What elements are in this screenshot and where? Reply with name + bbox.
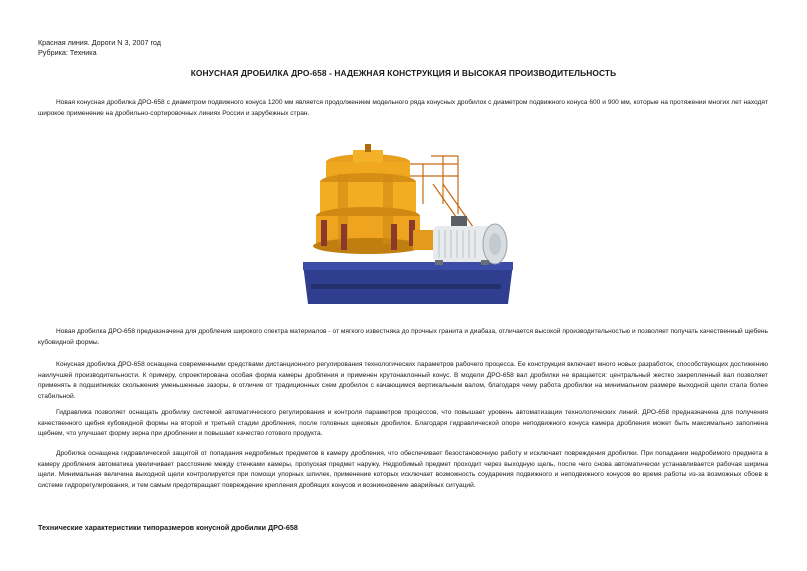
paragraph-protection: Дробилка оснащена гидравлической защитой от попадания недробимых предметов в камеру дробления, что обеспечивает безостановочную работу и исключает повреждения дробилки. При попадании недробимого предмета в камеру дробления автоматика увеличивает расстояние между стенками камеры, пропуская предмет наружу. Недробимый предмет проходит через выходную щель, после чего снова автоматически устанавливается рабочая ширина щели. Минимальная величина выходной щели контролируется при помощи упорных шпилек, применение которых исключает возможность соударения подвижного и неподвижного конусов во время работы из-за возможных сбоев в системе гидрорегулирования, и тем самым предотвращает повреждение крепления дробящих конусов и возникновение аварийных ситуаций. bbox=[38, 450, 768, 489]
article-title: КОНУСНАЯ ДРОБИЛКА ДРО-658 - НАДЕЖНАЯ КОНСТРУКЦИЯ И ВЫСОКАЯ ПРОИЗВОДИТЕЛЬНОСТЬ bbox=[190, 68, 617, 78]
paragraph-design: Конусная дробилка ДРО-658 оснащена современными средствами дистанционного регулирования технологических параметров рабочего процесса. Ее конструкция включает много новых разработок, способствующих достижению наилучшей производительности. К примеру, спроектирована особая форма камеры дробления и применен крутонаклонный конус. В модели ДРО-658 вал дробилки не вращается: центральный жестко закрепленный вал позволяет применять в подшипниках скольжения уменьшенные зазоры, в отличие от традиционных схем дробилок с качающимся вертикальным валом, благодаря чему работа дробилки на минимальном размере выходной щели стала более стабильной. bbox=[38, 361, 768, 400]
paragraph-hydraulics: Гидравлика позволяет оснащать дробилку системой автоматического регулирования и контроля параметров процессов, что повышает уровень автоматизации технологических линий. ДРО-658 предназначена для получения качественного щебня кубовидной формы на второй и третьей стадии дробления, после головных щековых дробилок. Благодаря гидравлической опоре неподвижного конуса камера дробления может быть максимально заполнена щебнем, что улучшает форму зерна при дроблении и повышает качество готового продукта. bbox=[38, 409, 768, 438]
paragraph-purpose: Новая дробилка ДРО-658 предназначена для дробления широкого спектра материалов - от мягкого известняка до прочных гранита и диабаза, отличается высокой производительностью и позволяет получать качественный щебень кубовидной формы. bbox=[38, 328, 768, 346]
rubric-line: Рубрика: Техника bbox=[38, 48, 97, 57]
paragraph-intro: Новая конусная дробилка ДРО-658 с диаметром подвижного конуса 1200 мм является продолжением модельного ряда конусных дробилок с диаметром подвижного конуса 600 и 900 мм, которые на протяжении многих лет находят широкое применение на дробильно-сортировочных линиях России и зарубежных стран. bbox=[38, 99, 768, 117]
crusher-photo bbox=[283, 144, 524, 310]
specs-subheading: Технические характеристики типоразмеров конусной дробилки ДРО-658 bbox=[38, 523, 298, 532]
source-line: Красная линия. Дороги N 3, 2007 год bbox=[38, 38, 161, 47]
